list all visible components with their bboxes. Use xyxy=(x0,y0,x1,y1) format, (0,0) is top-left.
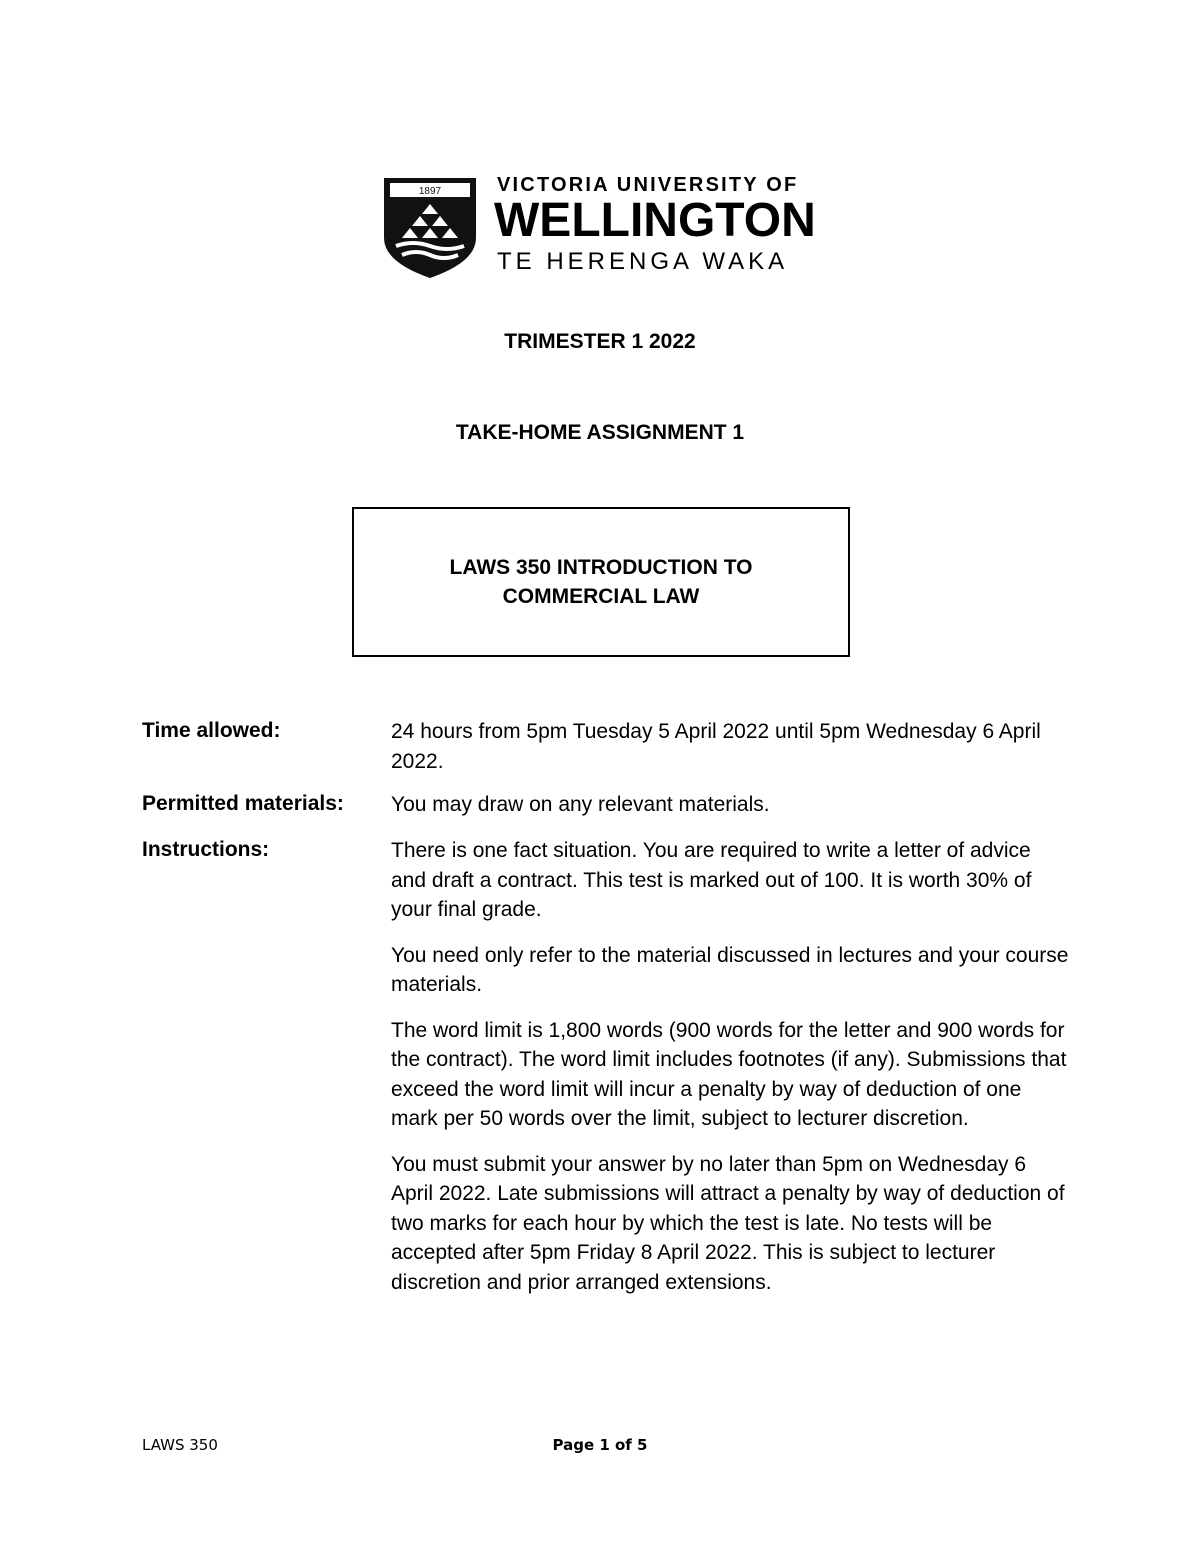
instruction-paragraph: You must submit your answer by no later than 5pm on Wednesday 6 April 2022. Late submissions will attract a penalty by way of deduction of two marks for each hour by which the test is late. No tests will be accepted after 5pm Friday 8 April 2022. This is subject to lecturer discretion and prior arranged extensions. xyxy=(391,1152,1065,1294)
footer-page-number: Page 1 of 5 xyxy=(552,1436,648,1454)
instructions-label: Instructions: xyxy=(142,838,270,861)
shield-crest-icon xyxy=(382,176,478,280)
logo-line-wellington: WELLINGTON xyxy=(494,194,816,247)
instruction-paragraph: There is one fact situation. You are required to write a letter of advice and draft a contract. This test is marked out of 100. It is worth 30% of your final grade. xyxy=(391,839,1032,921)
permitted-materials-label: Permitted materials: xyxy=(142,792,344,815)
logo-line-maori-name: TE HERENGA WAKA xyxy=(497,248,789,275)
instruction-paragraph: You need only refer to the material discussed in lectures and your course materials. xyxy=(391,943,1069,996)
time-allowed-label: Time allowed: xyxy=(142,719,281,742)
university-logo xyxy=(352,140,847,310)
time-allowed-value xyxy=(391,717,1071,792)
logo-year: 1897 xyxy=(418,186,442,197)
assignment-heading: TAKE-HOME ASSIGNMENT 1 xyxy=(455,421,745,444)
course-title-line2: COMMERCIAL LAW xyxy=(502,585,700,608)
trimester-heading: TRIMESTER 1 2022 xyxy=(504,330,696,353)
time-allowed-text: 24 hours from 5pm Tuesday 5 April 2022 until 5pm Wednesday 6 April 2022. xyxy=(391,720,1041,773)
instruction-paragraph: The word limit is 1,800 words (900 words for the letter and 900 words for the contract). The word limit includes footnotes (if any). Submissions that exceed the word limit will incur a penalty by way of deduction of one mark per 50 words over the limit, subject to lecturer discretion. xyxy=(391,1018,1067,1130)
course-title-line1: LAWS 350 INTRODUCTION TO xyxy=(449,556,753,579)
logo-line-university: VICTORIA UNIVERSITY OF xyxy=(497,174,799,196)
instructions-body xyxy=(391,836,1071,1313)
permitted-materials-value xyxy=(391,790,1071,836)
permitted-materials-text: You may draw on any relevant materials. xyxy=(391,793,770,816)
footer-course-code: LAWS 350 xyxy=(142,1436,218,1454)
course-title-box xyxy=(352,507,850,657)
